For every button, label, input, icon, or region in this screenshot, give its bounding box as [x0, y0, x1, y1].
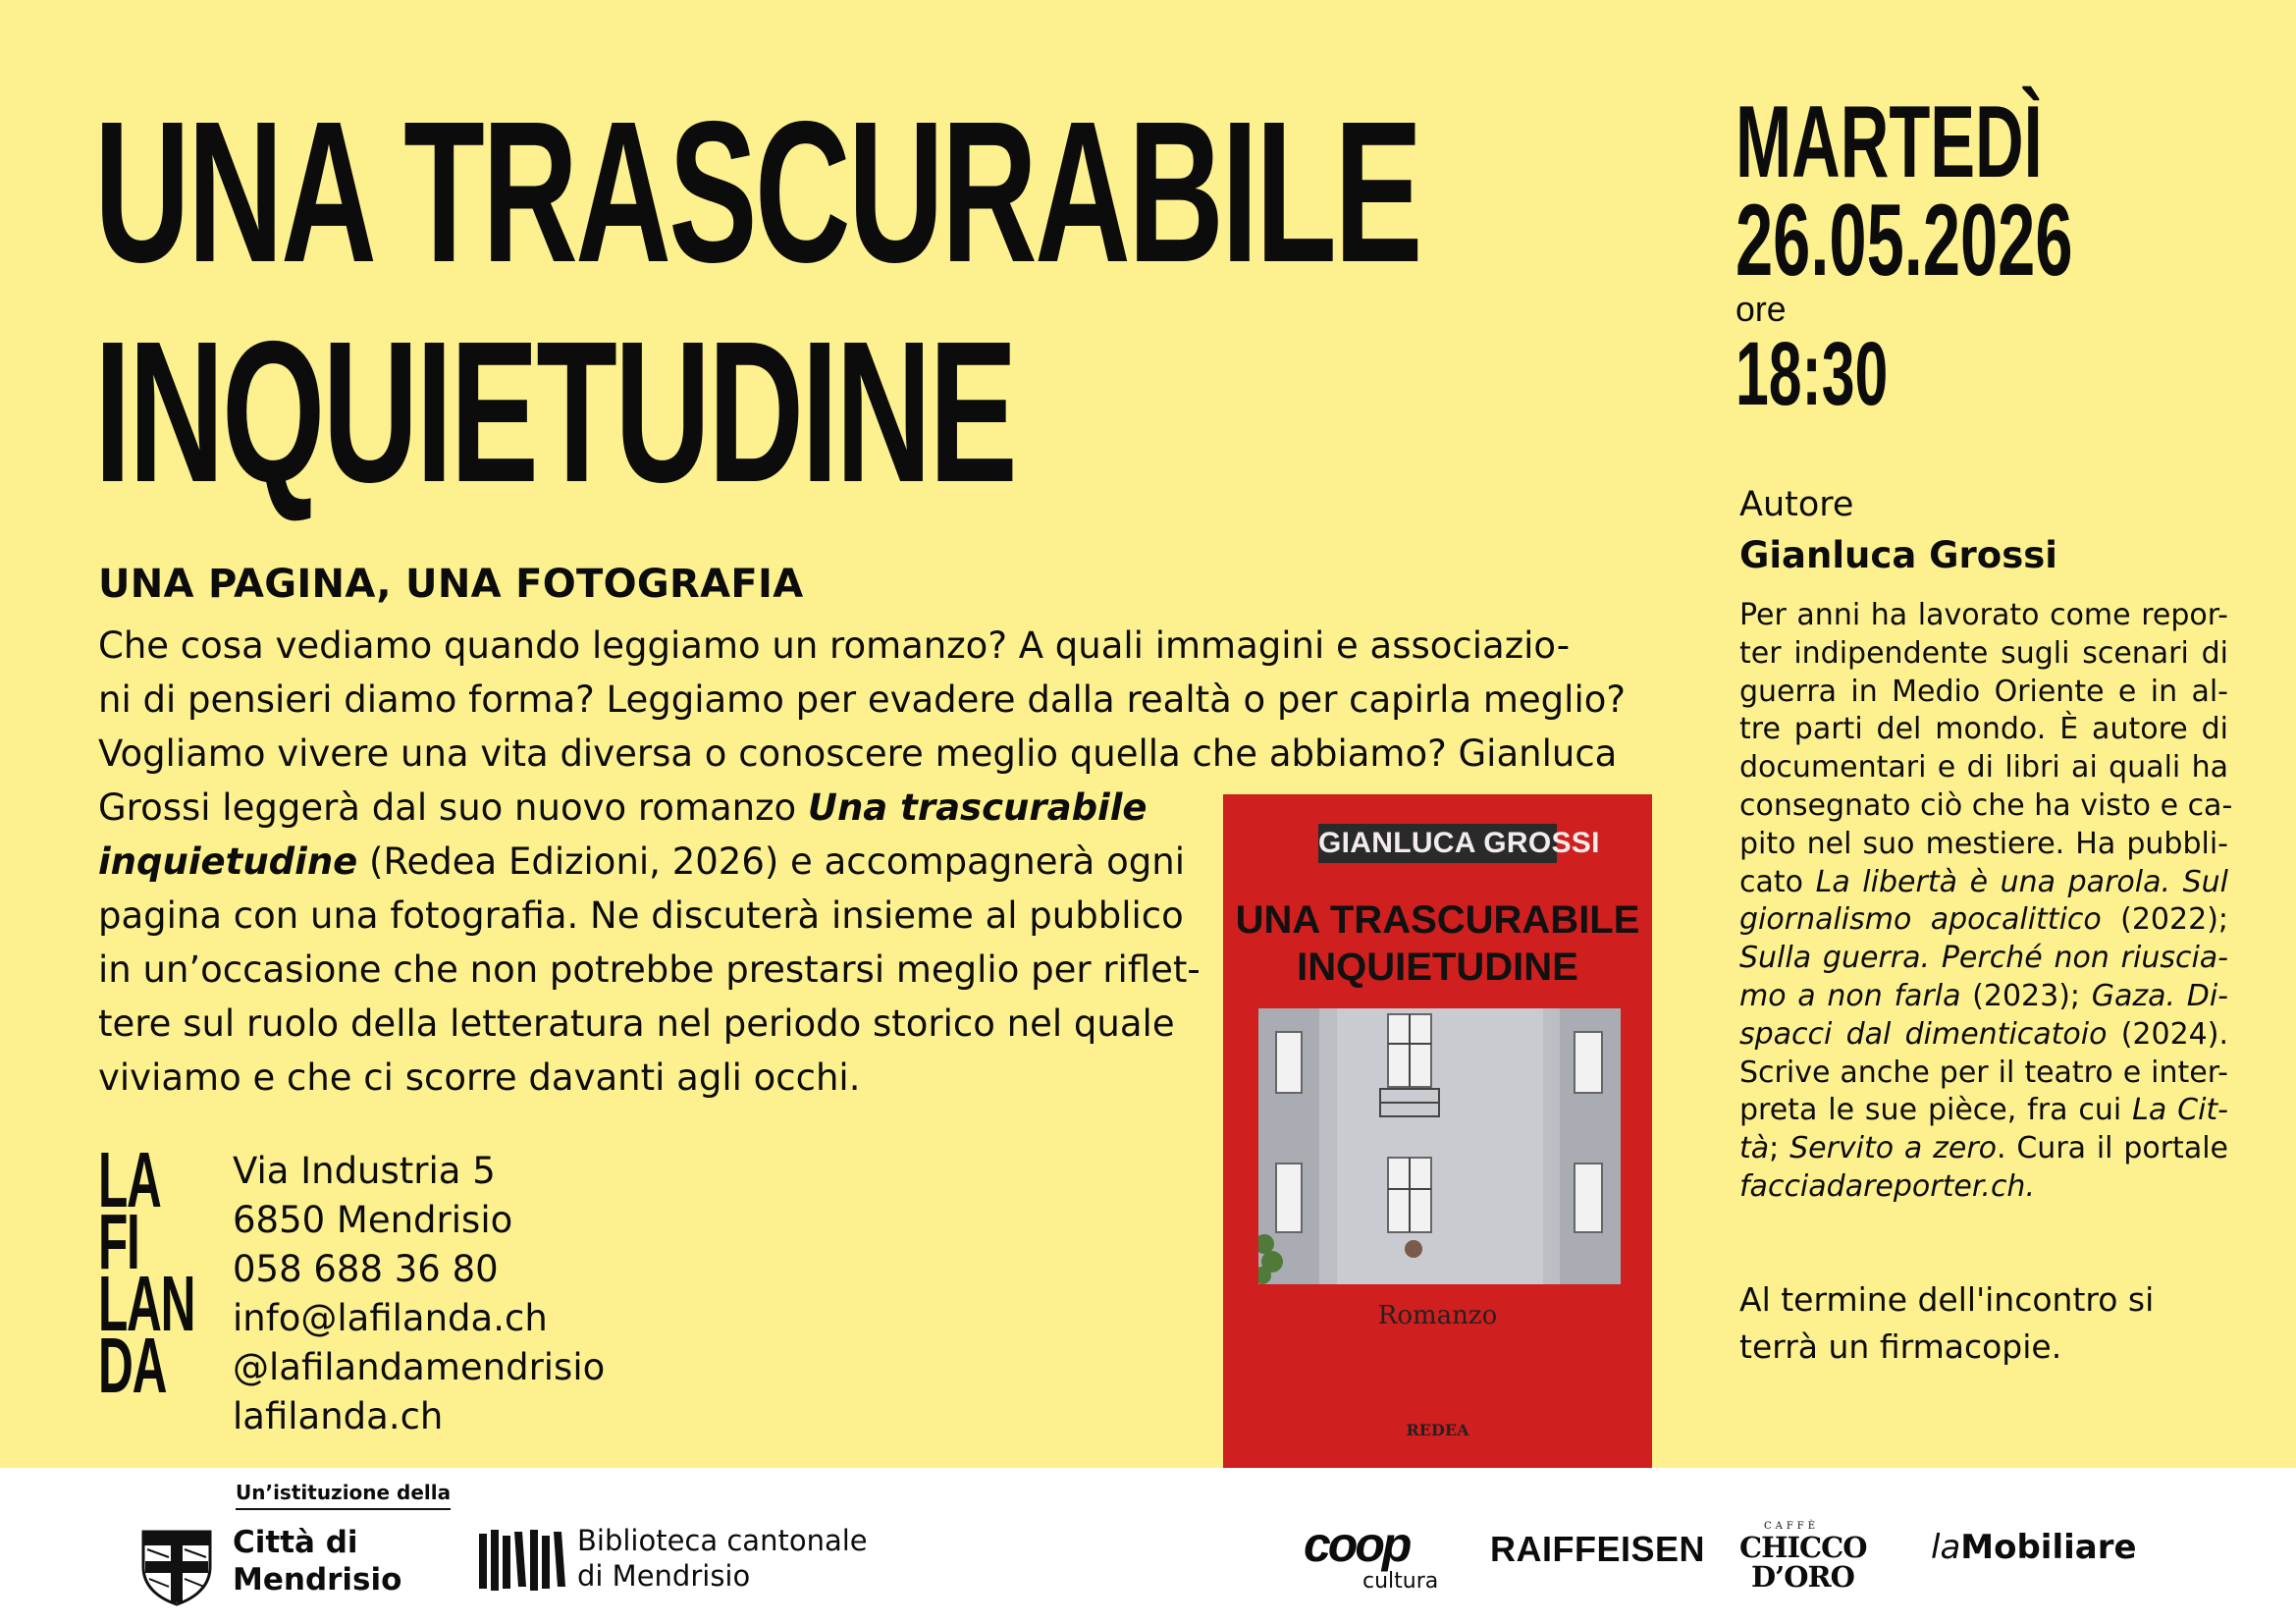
institution-label: Un’istituzione della [236, 1481, 451, 1510]
citta-di-mendrisio-logo [233, 1524, 401, 1598]
bio-text: (2024). [2107, 1016, 2228, 1052]
bio-line: guerra in Medio Oriente e in al- [1739, 674, 2228, 709]
venue-city: 6850 Mendrisio [233, 1199, 513, 1241]
bio-book-title: Gaza. Di- [2091, 978, 2228, 1013]
bio-text: cato [1739, 864, 1816, 899]
coop-logo: coop [1304, 1517, 1410, 1572]
chicco-doro-logo-line: D’ORO [1751, 1560, 1854, 1594]
mobiliare-la: la [1931, 1528, 1961, 1567]
bio-book-title: giornalismo apocalittico [1739, 902, 2102, 938]
book-cover-title-line: INQUIETUDINE [1297, 946, 1578, 989]
book-title-ref: inquietudine [98, 840, 358, 883]
bio-text: (2022); [2101, 902, 2229, 938]
bio-line: consegnato ciò che ha visto e ca- [1739, 787, 2233, 823]
bio-book-title: Sulla guerra. Perché non riuscia- [1739, 941, 2228, 976]
intro-line: viviamo e che ci scorre davanti agli occhi. [98, 1056, 861, 1099]
venue-phone[interactable]: 058 688 36 80 [233, 1248, 499, 1290]
intro-line: tere sul ruolo della letteratura nel periodo storico nel quale [98, 1002, 1175, 1045]
bio-line: tre parti del mondo. È autore di [1739, 712, 2228, 747]
biblioteca-cantonale-logo [577, 1523, 868, 1594]
bio-text: ; [1769, 1131, 1790, 1166]
venue-email[interactable]: info@lafilanda.ch [233, 1297, 548, 1339]
intro-line [98, 835, 1207, 889]
book-cover-subtitle: Romanzo [1377, 1301, 1498, 1330]
bio-line: documentari e di libri ai quali ha [1739, 750, 2228, 785]
intro-line: Che cosa vediamo quando leggiamo un romanzo? A quali immagini e associazio- [98, 624, 1571, 667]
bio-portal: facciadareporter.ch. [1739, 1168, 2035, 1204]
bio-line [1739, 940, 2228, 978]
book-cover-publisher: REDEA [1406, 1421, 1469, 1439]
logo-line: LA [98, 1136, 161, 1223]
coop-cultura-label: cultura [1362, 1569, 1439, 1594]
author-name: Gianluca Grossi [1739, 534, 2057, 576]
closing-line: terrà un firmacopie. [1739, 1327, 2062, 1366]
intro-line: in un’occasione che non potrebbe prestarsi meglio per riflet- [98, 948, 1201, 991]
intro-line: pagina con una fotografia. Ne discuterà insieme al pubblico [98, 894, 1184, 937]
bio-line [1739, 864, 2228, 902]
venue-social[interactable]: @lafilandamendrisio [233, 1346, 606, 1388]
book-title-ref: Una trascurabile [807, 786, 1148, 829]
mobiliare-name: Mobiliare [1960, 1528, 2137, 1567]
logo-line: FI [98, 1198, 139, 1285]
event-datetime [1735, 85, 2073, 424]
event-ore-label: ore [1735, 289, 1787, 329]
biblio-line: di Mendrisio [577, 1559, 751, 1593]
citta-line: Mendrisio [233, 1562, 402, 1597]
book-cover [1223, 794, 1652, 1468]
la-filanda-logo [98, 1136, 195, 1409]
intro-paragraph [98, 619, 1625, 781]
event-time: 18:30 [1735, 324, 1889, 424]
book-cover-title [1223, 896, 1652, 991]
book-cover-author: GIANLUCA GROSSI [1318, 827, 1600, 859]
bio-play-title: tà [1739, 1131, 1770, 1166]
closing-line: Al termine dell'incontro si [1739, 1280, 2155, 1319]
bio-line: pito nel suo mestiere. Ha pubbli- [1739, 826, 2228, 861]
intro-paragraph-continued [98, 781, 1207, 1105]
bio-text: . Cura il portale [1997, 1131, 2228, 1166]
bio-play-title: La Cit- [2132, 1093, 2229, 1128]
bio-book-title: La libertà è una parola. Sul [1815, 864, 2229, 899]
la-mobiliare-logo [1931, 1528, 2137, 1567]
bio-line: Per anni ha lavorato come repor- [1739, 598, 2228, 632]
chicco-doro-caffe-label: CAFFÈ [1764, 1521, 1820, 1532]
bio-line [1739, 901, 2228, 940]
bio-book-title: spacci dal dimenticatoio [1739, 1016, 2108, 1052]
book-cover-photo [1258, 1008, 1621, 1284]
event-title-line-2: INQUIETUDINE [94, 299, 1016, 524]
venue-contact [233, 1147, 605, 1441]
logo-line: DA [98, 1322, 167, 1409]
intro-line: Vogliamo vivere una vita diversa o conoscere meglio quella che abbiamo? Gianluca [98, 732, 1618, 775]
venue-website[interactable]: lafilanda.ch [233, 1395, 444, 1437]
bio-line [1739, 1092, 2228, 1130]
bio-line [1739, 978, 2228, 1016]
intro-line: ni di pensieri diamo forma? Leggiamo per evadere dalla realtà o per capirla meglio? [98, 678, 1627, 721]
intro-text: Grossi leggerà dal suo nuovo romanzo [98, 786, 808, 829]
bio-line [1739, 1130, 2228, 1168]
event-subtitle: UNA PAGINA, UNA FOTOGRAFIA [98, 562, 804, 607]
author-label: Autore [1739, 485, 1854, 524]
event-title [94, 82, 1420, 522]
closing-note [1739, 1276, 2154, 1371]
biblio-line: Biblioteca cantonale [577, 1524, 868, 1557]
intro-text: (Redea Edizioni, 2026) e accompagnerà ogni [357, 840, 1185, 883]
bio-text: (2023); [1960, 978, 2092, 1013]
event-title-line-1: UNA TRASCURABILE [94, 80, 1420, 304]
author-bio [1739, 597, 2233, 1207]
bio-play-title: Servito a zero [1789, 1131, 1998, 1166]
bio-line [1739, 1168, 2228, 1207]
citta-shield-icon [139, 1528, 214, 1606]
venue-address: Via Industria 5 [233, 1150, 496, 1192]
bio-text: preta le sue pièce, fra cui [1739, 1093, 2133, 1128]
chicco-doro-logo-line: CHICCO [1739, 1531, 1867, 1564]
book-cover-title-line: UNA TRASCURABILE [1235, 898, 1640, 942]
biblioteca-books-icon [477, 1528, 567, 1593]
bio-line [1739, 1016, 2228, 1055]
bio-book-title: mo a non farla [1739, 978, 1961, 1013]
raiffeisen-logo: RAIFFEISEN [1490, 1529, 1706, 1569]
event-date: 26.05.2026 [1735, 184, 2073, 298]
bio-line: Scrive anche per il teatro e inter- [1739, 1055, 2228, 1090]
event-day: MARTEDÌ [1735, 85, 2043, 199]
book-cover-author-band [1318, 824, 1600, 863]
citta-line: Città di [233, 1525, 358, 1560]
logo-line: LAN [98, 1260, 195, 1347]
bio-line: ter indipendente sugli scenari di [1739, 635, 2228, 671]
intro-line [98, 781, 1207, 835]
